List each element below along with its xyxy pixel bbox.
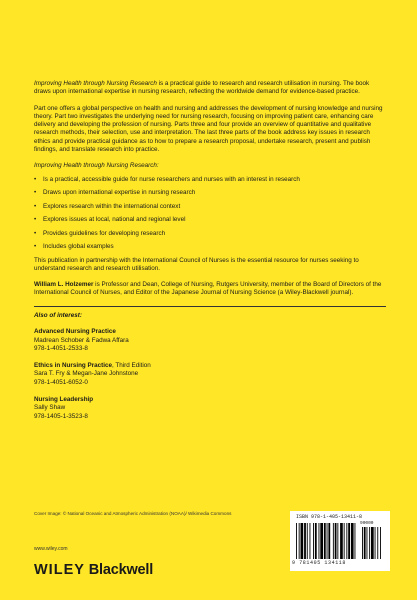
list-item: • Includes global examples [34,243,114,251]
bullet-icon: • [34,202,37,210]
barcode-addon: 90000 [360,521,374,526]
feature-list [34,176,386,252]
related-book [34,362,386,388]
book-edition: , Third Edition [112,361,151,369]
list-heading: Improving Health through Nursing Research: [34,162,159,170]
cover-credit: Cover Image: © National Oceanic and Atmospheric Administration (NOAA)/ Wikimedia Commons [34,511,232,516]
book-isbn: 978-1-4051-6052-0 [34,379,88,387]
barcode [290,511,390,571]
list-item: • Draws upon international expertise in nursing research [34,189,196,197]
intro-paragraph [34,80,386,97]
related-book [34,396,386,422]
list-item: • Explores issues at local, national and regional level [34,216,186,224]
publisher-logo [34,562,153,578]
book-title: Ethics in Nursing Practice [34,361,113,369]
author-name: William L. Holzemer [34,281,94,289]
book-isbn: 978-1-4051-2533-8 [34,345,88,353]
bullet-icon: • [34,243,37,251]
book-title: Advanced Nursing Practice [34,328,116,336]
bullet-icon: • [34,189,37,197]
list-item: • Explores research within the international context [34,202,181,210]
description-paragraph: Part one offers a global perspective on health and nursing and addresses the development of nursing knowledge and nursing theory. Part two investigates the underlying need for nursing research, focusing on improving patient care, enhancing care delivery and developing the profession of nursing. Parts three and four provide an overview of quantitative and qualitative research methods, their selection, use and interpretation. The last three parts of the book address key issues in research ethics and provide practical guidance as to how to prepare a research proposal, undertake research, present and publish findings, and translate research into practice. [34,104,383,154]
bullet-icon: • [34,216,37,224]
intro-text: is a practical guide to research and research utilisation in nursing. The book draws upon international expertise in nursing research, reflecting the worldwide demand for evidence-based practice. [34,80,370,96]
barcode-bars [296,523,384,559]
partnership-paragraph: This publication in partnership with the International Council of Nurses is the essential resource for nurses seeking to understand research and research utilisation. [34,256,359,272]
publisher-blackwell: Blackwell [88,562,154,578]
related-book [34,328,386,354]
publisher-wiley: WILEY [34,562,85,578]
divider [34,306,386,307]
author-text: is Professor and Dean, College of Nursing, Rutgers University, member of the Board of Directors of the International Council of Nurses, and Editor of the Japanese Journal of Nursing Science (a Wiley-Blackwell journal). [34,281,382,297]
bullet-icon: • [34,229,37,237]
book-title: Nursing Leadership [34,395,94,403]
list-item: • Is a practical, accessible guide for nurse researchers and nurses with an interest in research [34,175,300,183]
book-authors: Sara T. Fry & Megan-Jane Johnstone [34,370,139,378]
back-cover-text [34,80,386,429]
author-bio [34,281,386,298]
barcode-digits: 9 781405 134118 [292,560,347,566]
book-authors: Sally Shaw [34,404,66,412]
also-heading: Also of interest: [34,311,82,319]
book-authors: Madrean Schober & Fadwa Affara [34,336,129,344]
list-item: • Provides guidelines for developing research [34,229,166,237]
isbn-text: ISBN 978-1-405-13411-8 [296,514,363,520]
website-url: www.wiley.com [34,546,68,552]
intro-book-title: Improving Health through Nursing Research [34,80,157,87]
book-isbn: 978-1405-1-3523-8 [34,412,88,420]
bullet-icon: • [34,175,37,183]
